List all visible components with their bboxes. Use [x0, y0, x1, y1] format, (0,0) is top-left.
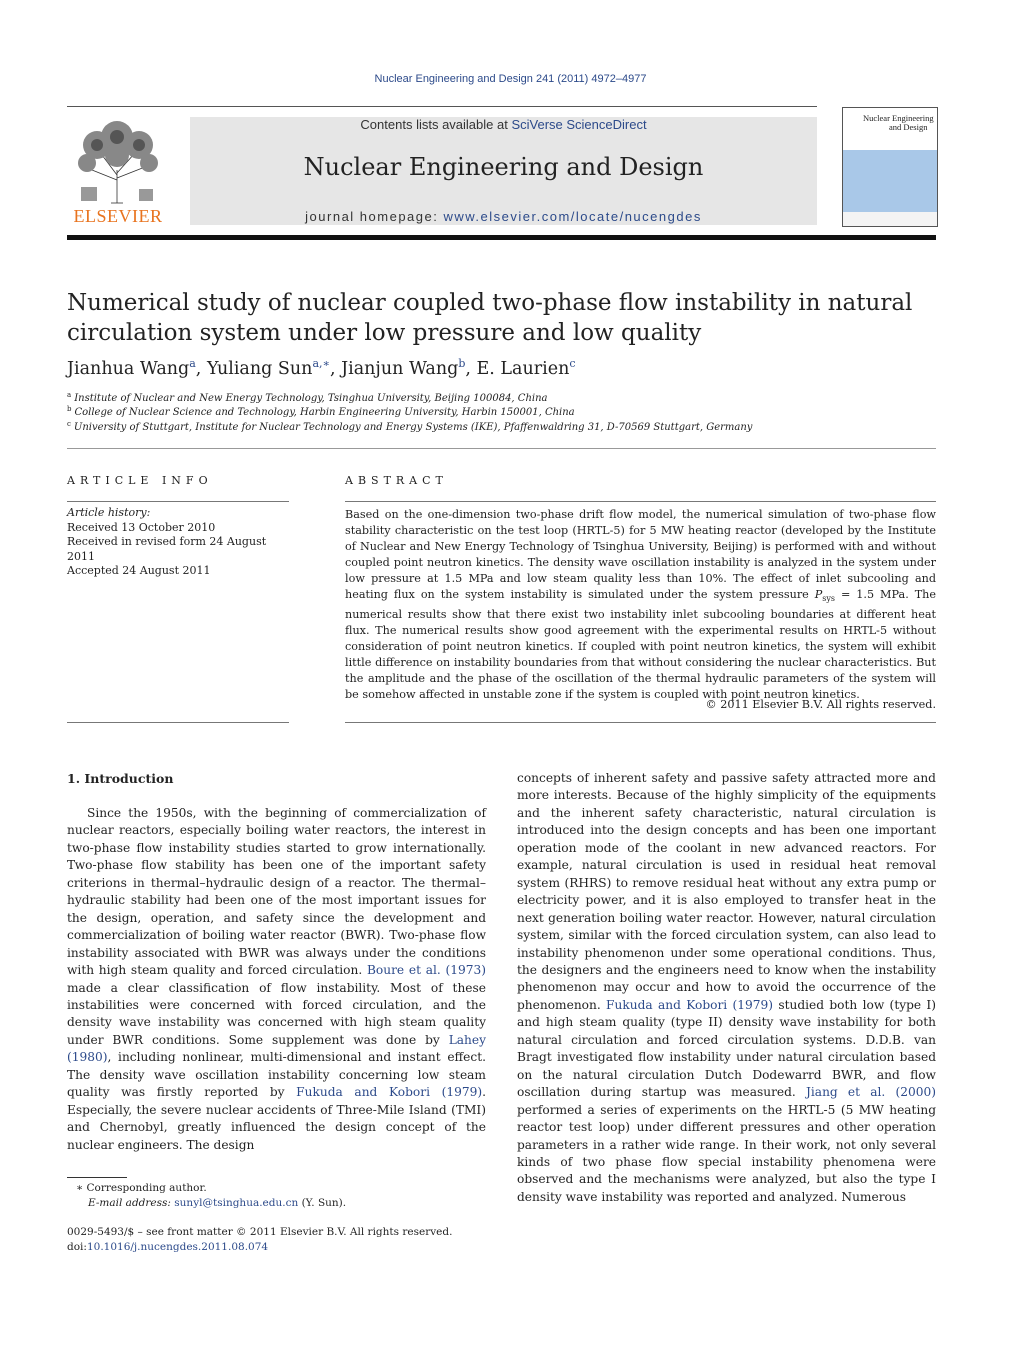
intro-text: . Especially, the severe nuclear accidents of Three-Mile Island (TMI) and Chernobyl, greatly influenced the design concept of the nuclear engineers. The design [67, 1085, 487, 1152]
abstract-rule [345, 501, 936, 502]
intro-right-column [517, 770, 936, 1206]
intro-text: , including nonlinear, multi-dimensional and instant effect. The density wave oscillation instability concerning low steam quality was firstly reported by [67, 1050, 486, 1100]
cover-image [843, 150, 937, 212]
homepage-link[interactable]: www.elsevier.com/locate/nucengdes [443, 209, 702, 224]
article-info-bottom-rule [67, 722, 289, 723]
author-list: Jianhua Wang$^a$, Yuliang Sun$^{a,∗}$, Jianjun Wang$^b$, E. Laurien$^c$ [67, 357, 576, 379]
article-title [67, 288, 947, 348]
doi-prefix: doi: [67, 1241, 87, 1253]
affiliation-mark: a [67, 391, 72, 399]
author-affil-mark[interactable]: c [569, 357, 576, 370]
intro-text: made a clear classification of flow instability. Most of these instabilities were concerned with forced circulation, and the density wave instability was concerned with high steam quality under BWR conditions. Some supplement was done by [67, 980, 486, 1047]
citation-link-fukuda[interactable]: Fukuda and Kobori (1979) [296, 1085, 483, 1100]
article-info-heading: ARTICLE INFO [67, 474, 213, 487]
header-rule [67, 106, 817, 107]
journal-banner [190, 117, 817, 225]
revised-date: Received in revised form 24 August 2011 [67, 535, 267, 563]
citation-link-lahey[interactable]: Lahey (1980) [67, 1032, 486, 1065]
affiliation [67, 405, 947, 418]
author-affil-mark[interactable]: a [189, 357, 196, 370]
elsevier-tree-icon [67, 115, 169, 207]
abstract-text-2: = 1.5 MPa. The numerical results show that there exist two instability inlet subcooling boundaries at different heat flux. The numerical results show good agreement with the experimental results on HRTL-5 without consideration of point neutron kinetics. If coupled with point neutron kinetics, the system will exhibit little difference on instability boundaries from that without considering the nuclear characteristics. But the amplitude and the phase of the oscillation of the thermal hydraulic parameters of the system will be somehow affected in unstable zone if the system is coupled with point neutron kinetics. [345, 588, 937, 702]
affiliation [67, 391, 947, 404]
author-name[interactable]: E. Laurien [476, 359, 570, 379]
affiliation-rule [67, 448, 936, 449]
cover-title-line2: and Design [889, 122, 928, 132]
article-history [67, 506, 289, 579]
intro-text: studied both low (type I) and high steam quality (type II) density wave instability for both natural circulation and forced circulation systems. D.D.B. van Bragt investigated flow instability under natural circulation based on the natural circulation Dutch Dodewarrd BWR, and flow oscillation during startup was measured. [517, 997, 936, 1100]
title-line1: Numerical study of nuclear coupled two-phase flow instability in natural [67, 290, 913, 316]
journal-cover-thumbnail[interactable] [842, 107, 938, 227]
citation-link-jiang[interactable]: Jiang et al. (2000) [806, 1085, 937, 1100]
history-label: Article history: [67, 506, 151, 519]
abstract-heading: ABSTRACT [345, 474, 448, 487]
section-heading-introduction: 1. Introduction [67, 771, 174, 786]
author-name[interactable]: Jianhua Wang [67, 359, 190, 379]
author-name[interactable]: Jianjun Wang [341, 359, 459, 379]
author-name[interactable]: Yuliang Sun [206, 359, 313, 379]
citation-link-fukuda[interactable]: Fukuda and Kobori (1979) [606, 997, 774, 1012]
abstract-text-1: Based on the one-dimension two-phase drift flow model, the numerical simulation of two-phase flow stability characteristic on the test loop (HRTL-5) for 5 MW heating reactor (developed by the Institute of Nuclear and New Energy Technology of Tsinghua University, Beijing) is performed with and without coupled point neutron kinetics. The density wave oscillation instability is analyzed in the system under low pressure at 1.5 MPa and low steam quality less than 10%. The effect of inlet subcooling and heating flux on the system instability is simulated under the system pressure [345, 508, 936, 601]
publisher-name: ELSEVIER [73, 206, 163, 226]
abstract-body [345, 507, 936, 703]
doi-link[interactable]: 10.1016/j.nucengdes.2011.08.074 [86, 1241, 269, 1253]
affiliation-mark: c [67, 420, 71, 428]
doi-line [67, 1241, 268, 1253]
email-suffix: (Y. Sun). [298, 1197, 347, 1209]
affiliation [67, 420, 947, 433]
email-line [88, 1197, 346, 1209]
footnote-rule [67, 1177, 127, 1178]
cover-title-line1: Nuclear Engineering [863, 113, 934, 123]
author-affil-mark[interactable]: a,∗ [312, 357, 330, 370]
affiliation-text: Institute of Nuclear and New Energy Technology, Tsinghua University, Beijing 100084, China [74, 393, 548, 404]
intro-text: performed a series of experiments on the HRTL-5 (5 MW heating reactor test loop) under different pressures and other operation parameters in a rather wide range. In their work, not only several kinds of two phase flow special instability phenomena were observed and the mechanisms were analyzed, but also the type I density wave instability was reported and analyzed. Numerous [517, 1102, 936, 1204]
author-affil-mark[interactable]: b [458, 357, 466, 370]
homepage-prefix: journal homepage: [305, 209, 444, 224]
affiliation-mark: b [67, 405, 72, 413]
title-line2: circulation system under low pressure and low quality [67, 320, 702, 346]
psys-subscript: sys [822, 594, 836, 604]
abstract-copyright: © 2011 Elsevier B.V. All rights reserved. [705, 698, 936, 711]
intro-text: Since the 1950s, with the beginning of commercialization of nuclear reactors, especially boiling water reactors, the interest in two-phase flow instability studies started to grow internationally. Two-phase flow stability has been one of the important safety criterions in thermal–hydraulic design of a reactor. The thermal–hydraulic stability had been one of the most important issues for the design, operation, and safety since the development and commercialization of boiling water reactor (BWR). Two-phase flow instability associated with BWR was always under the conditions with high steam quality and forced circulation. [67, 806, 486, 978]
intro-text: concepts of inherent safety and passive safety attracted more and more interests. Because of the highly simplicity of the equipments and the inherent safety characteristic, natural circulation is introduced into the design concepts and has been one important operation mode of the coolant in new advanced reactors. For example, natural circulation is used in residual heat removal system (RHRS) to remove residual heat without any extra pump or electricity power, and it is also employed to transfer heat in the next generation boiling water reactor. However, natural circulation system, similar with the forced circulation system, can also lead to instability phenomenon under some operational conditions. Thus, the designers and the engineers need to know when the instability phenomenon may occur and how to avoid the occurrence of the phenomenon. [517, 771, 936, 1012]
article-info-rule [67, 501, 289, 502]
intro-left-column [67, 805, 486, 1154]
journal-name: Nuclear Engineering and Design [303, 153, 704, 181]
citation-link-boure[interactable]: Boure et al. (1973) [366, 963, 486, 978]
affiliation-text: College of Nuclear Science and Technology, Harbin Engineering University, Harbin 150001, China [74, 407, 575, 418]
journal-citation[interactable]: Nuclear Engineering and Design 241 (2011) 4972–4977 [374, 73, 647, 85]
corresponding-author-note: ∗ Corresponding author. [76, 1182, 207, 1194]
accepted-date: Accepted 24 August 2011 [67, 564, 211, 577]
email-link[interactable]: sunyl@tsinghua.edu.cn [174, 1197, 299, 1209]
abstract-bottom-rule [345, 722, 936, 723]
homepage-line [190, 209, 817, 224]
psys-symbol: P [814, 588, 823, 601]
sciencedirect-link[interactable]: SciVerse ScienceDirect [511, 117, 647, 132]
elsevier-logo[interactable] [67, 115, 169, 227]
cover-title [863, 114, 934, 132]
issn-line: 0029-5493/$ – see front matter © 2011 Elsevier B.V. All rights reserved. [67, 1226, 453, 1238]
header-thick-rule [67, 235, 936, 240]
cover-footer [843, 212, 937, 226]
contents-line [190, 117, 817, 132]
received-date: Received 13 October 2010 [67, 520, 216, 534]
email-label: E-mail address: [88, 1197, 175, 1209]
contents-prefix: Contents lists available at [360, 117, 512, 132]
affiliation-text: University of Stuttgart, Institute for Nuclear Technology and Energy Systems (IKE), Pfaffenwaldring 31, D-70569 Stuttgart, Germany [73, 422, 753, 433]
